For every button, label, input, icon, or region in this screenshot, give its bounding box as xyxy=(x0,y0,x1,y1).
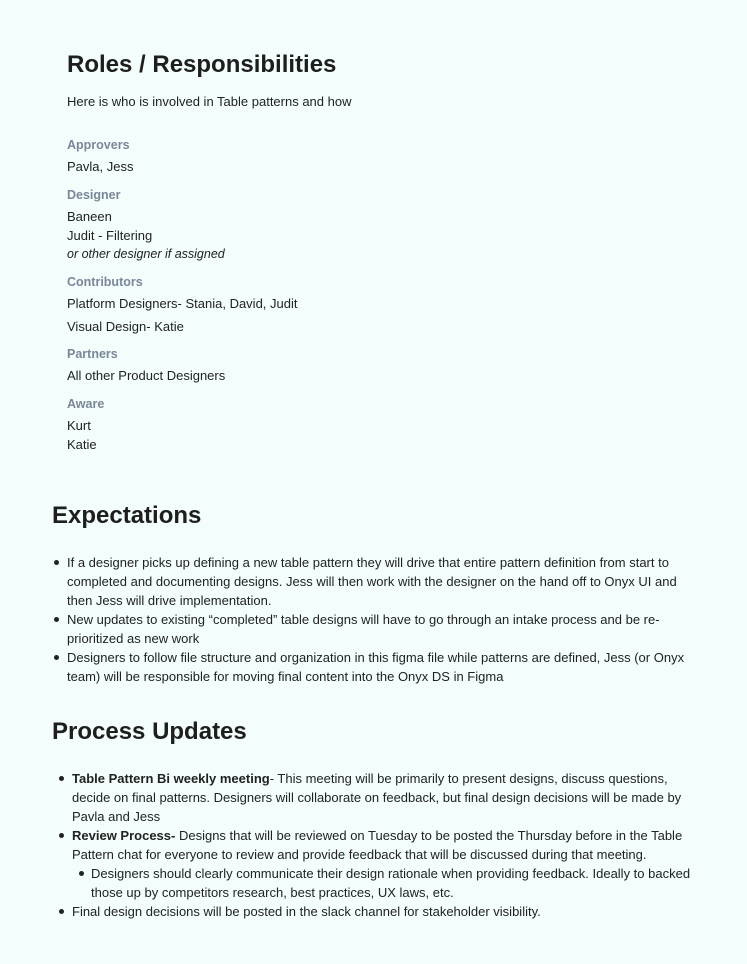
expectations-list xyxy=(52,553,692,686)
group-designer xyxy=(67,187,707,264)
list-item: New updates to existing “completed” table designs will have to go through an intake process and be re-prioritized as new work xyxy=(52,610,692,648)
group-line: Judit - Filtering xyxy=(67,228,153,243)
group-label: Contributors xyxy=(67,275,143,289)
group-line: Baneen xyxy=(67,209,112,224)
group-line: Katie xyxy=(67,437,97,452)
roles-subtitle: Here is who is involved in Table patterns and how xyxy=(67,94,352,109)
roles-title: Roles / Responsibilities xyxy=(67,51,337,78)
list-subitem: Designers should clearly communicate their design rationale when providing feedback. Ideally to backed those up by competitors research, best practices, UX laws, etc. xyxy=(52,864,692,902)
group-line: Kurt xyxy=(67,418,91,433)
roles-section xyxy=(67,50,707,454)
group-note: or other designer if assigned xyxy=(67,247,225,261)
group-line: All other Product Designers xyxy=(67,368,226,383)
list-item xyxy=(52,826,692,864)
list-item: Designers to follow file structure and organization in this figma file while patterns are defined, Jess (or Onyx team) will be responsible for moving final content into the Onyx DS in Figma xyxy=(52,648,692,686)
group-aware xyxy=(67,396,707,454)
item-bold: Table Pattern Bi weekly meeting xyxy=(72,771,270,786)
group-contributors xyxy=(67,274,707,336)
item-bold: Review Process- xyxy=(72,828,176,843)
group-partners xyxy=(67,346,707,385)
item-text: Designs that will be reviewed on Tuesday to be posted the Thursday before in the Table Pattern chat for everyone to review and provide feedback that will be discussed during that meeting. xyxy=(72,828,683,862)
process-title: Process Updates xyxy=(52,718,247,745)
group-approvers xyxy=(67,137,707,176)
group-label: Approvers xyxy=(67,138,130,152)
item-text: - This meeting will be primarily to present designs, discuss questions, decide on final patterns. Designers will collaborate on feedback, but final design decisions will be made by Pavla and Jess xyxy=(72,771,682,824)
group-line: Platform Designers- Stania, David, Judit xyxy=(67,296,298,311)
list-item xyxy=(52,769,692,826)
group-line: Pavla, Jess xyxy=(67,159,134,174)
expectations-title: Expectations xyxy=(52,502,202,529)
group-label: Designer xyxy=(67,188,121,202)
process-list xyxy=(52,769,692,921)
group-label: Aware xyxy=(67,397,105,411)
list-item: Final design decisions will be posted in the slack channel for stakeholder visibility. xyxy=(52,902,692,921)
expectations-section xyxy=(52,501,692,686)
group-line: Visual Design- Katie xyxy=(67,319,184,334)
group-label: Partners xyxy=(67,347,118,361)
list-item: If a designer picks up defining a new table pattern they will drive that entire pattern definition from start to completed and documenting designs. Jess will then work with the designer on the hand off to Onyx UI and then Jess will drive implementation. xyxy=(52,553,692,610)
process-section xyxy=(52,717,692,921)
